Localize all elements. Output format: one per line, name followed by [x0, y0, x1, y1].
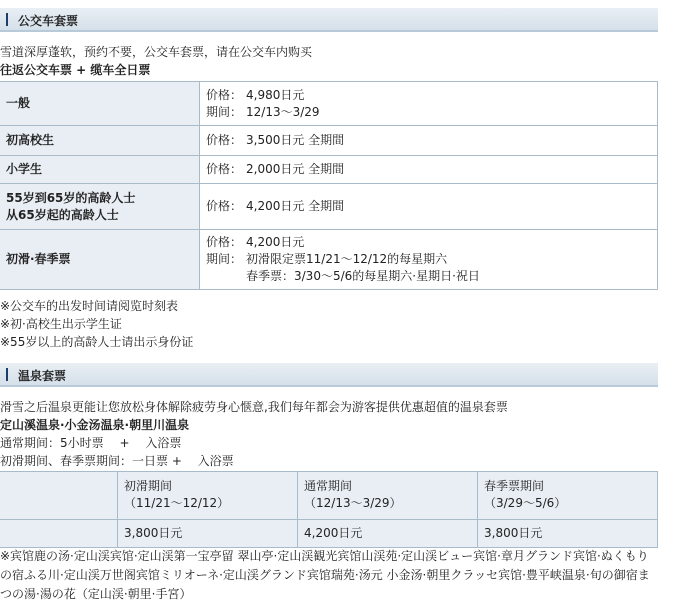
- bus-note: ※公交车的出发时间请阅览时刻表: [0, 299, 179, 313]
- price-value: 4,980日元: [246, 87, 305, 102]
- period-value: 初滑限定票11/21～12/12的每星期六: [246, 252, 448, 266]
- price-key: 价格：: [206, 235, 243, 249]
- empty-cell: [0, 472, 118, 520]
- bus-note: ※55岁以上的高龄人士请出示身份证: [0, 335, 194, 349]
- table-row: [0, 82, 658, 126]
- row-detail: [200, 82, 658, 126]
- bus-price-table: [0, 81, 658, 290]
- bus-note: ※初·高校生出示学生证: [0, 317, 122, 331]
- onsen-subtitle: 定山溪温泉·小金汤温泉·朝里川温泉: [0, 418, 190, 432]
- price-value: 4,200日元 全期間: [246, 199, 345, 213]
- onsen-footnote: ※宾馆鹿の汤·定山渓宾馆·定山渓第一宝亭留 翠山亭·定山渓観光宾馆山渓苑·定山渓ビュー宾馆·章月グランド宾馆·ぬくもりの宿ふる川·定山渓万世阁宾馆ミリオーネ·定山渓グランド宾馆瑞苑·汤元 小金汤·朝里クラッセ宾馆·豊平峡温泉·旬の御宿まつの湯·湯の花（定山渓·朝里·手宮）: [0, 549, 650, 601]
- period-key: 期间：: [206, 252, 243, 266]
- table-row: [0, 184, 658, 230]
- onsen-section-header: [0, 363, 658, 387]
- row-detail: [200, 156, 658, 184]
- price-key: 价格：: [206, 162, 243, 176]
- column-range: （11/21～12/12）: [124, 496, 230, 510]
- onsen-section-title: 温泉套票: [18, 369, 67, 383]
- column-name: 通常期间: [304, 479, 353, 493]
- price-key: 价格：: [206, 199, 243, 213]
- column-range: （12/13～3/29）: [304, 496, 402, 510]
- table-row: [0, 520, 658, 548]
- onsen-intro: 滑雪之后温泉更能让您放松身体解除疲劳身心惬意,我们每年都会为游客提供优惠超值的温泉套票: [0, 400, 508, 414]
- column-range: （3/29～5/6）: [484, 496, 567, 510]
- row-label: 初高校生: [0, 126, 200, 156]
- column-name: 初滑期间: [124, 479, 173, 493]
- table-row: [0, 126, 658, 156]
- onsen-line-normal: 通常期间：5小时票 + 入浴票: [0, 436, 182, 450]
- table-row: [0, 230, 658, 290]
- period-key: [206, 268, 246, 285]
- column-header: [298, 472, 478, 520]
- price-cell: 3,800日元: [478, 520, 658, 548]
- header-bar-icon: [6, 368, 8, 381]
- table-row: [0, 156, 658, 184]
- row-detail: [200, 126, 658, 156]
- row-label: 初滑·春季票: [0, 230, 200, 290]
- price-key: 价格：: [206, 133, 243, 147]
- price-cell: 3,800日元: [118, 520, 298, 548]
- onsen-price-table: [0, 471, 658, 548]
- period-key: 期间：: [206, 104, 243, 119]
- bus-section-header: [0, 8, 658, 32]
- row-label: 一般: [0, 82, 200, 126]
- period-value: 12/13～3/29: [246, 104, 320, 119]
- period-value: 春季票：3/30～5/6的每星期六·星期日·祝日: [246, 269, 480, 283]
- price-key: 价格：: [206, 87, 243, 102]
- bus-subtitle: 往返公交车票 + 缆车全日票: [0, 63, 151, 77]
- row-label: 小学生: [0, 156, 200, 184]
- row-label-line: 55岁到65岁的高龄人士: [6, 190, 136, 205]
- price-value: 3,500日元 全期間: [246, 133, 345, 147]
- row-label-line: 从65岁起的高龄人士: [6, 207, 119, 222]
- table-row: [0, 472, 658, 520]
- column-header: [478, 472, 658, 520]
- column-header: [118, 472, 298, 520]
- column-name: 春季票期间: [484, 479, 545, 493]
- row-label: [0, 184, 200, 230]
- bus-intro: 雪道深厚蓬软，预约不要，公交车套票，请在公交车内购买: [0, 45, 313, 59]
- row-detail: [200, 230, 658, 290]
- bus-section-title: 公交车套票: [18, 14, 79, 28]
- row-detail: [200, 184, 658, 230]
- header-bar-icon: [6, 13, 8, 26]
- price-cell: 4,200日元: [298, 520, 478, 548]
- onsen-line-early: 初滑期间、春季票期间：一日票 + 入浴票: [0, 454, 234, 468]
- price-value: 2,000日元 全期間: [246, 162, 345, 176]
- empty-cell: [0, 520, 118, 548]
- price-value: 4,200日元: [246, 235, 305, 249]
